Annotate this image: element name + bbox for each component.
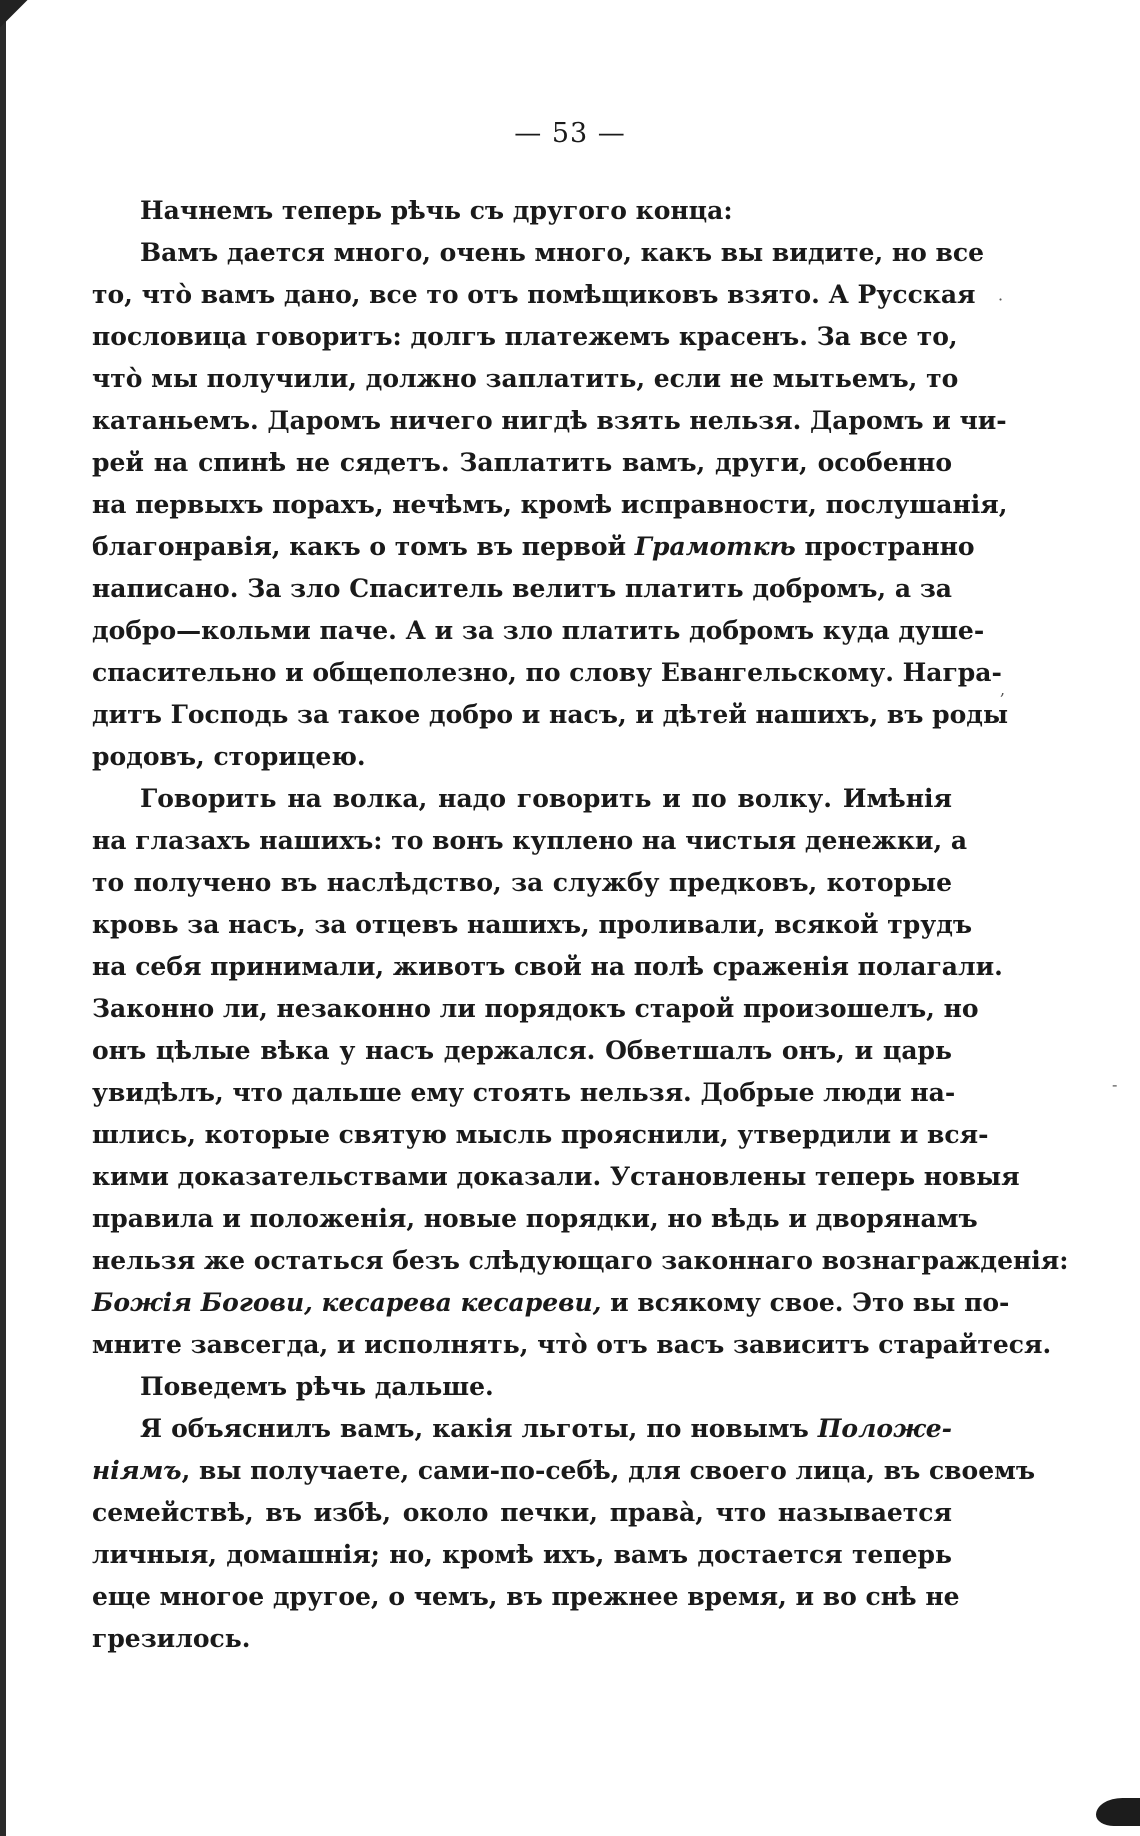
italic-text: Божія Богови, кесарева кесареви, (92, 1288, 602, 1317)
text-line: катаньемъ. Даромъ ничего нигдѣ взять нельзя. Даромъ и чи- (92, 406, 1007, 435)
text-line: пословица говоритъ: долгъ платежемъ красенъ. За все то, (92, 322, 958, 351)
text-line: увидѣлъ, что дальше ему стоять нельзя. Добрые люди на- (92, 1078, 956, 1107)
text-line (92, 1450, 1036, 1492)
text-segment: Я объяснилъ вамъ, какія льготы, по новымъ (140, 1414, 818, 1443)
text-line: на себя принимали, животъ свой на полѣ сраженія полагали. (92, 952, 1003, 981)
text-line: то, что̀ вамъ дано, все то отъ помѣщиковъ взято. А Русская (92, 280, 976, 309)
italic-text: ніямъ (92, 1456, 182, 1485)
text-line: на глазахъ нашихъ: то вонъ куплено на чистыя денежки, а (92, 826, 968, 855)
italic-text: Грамоткѣ (634, 532, 796, 561)
text-line: спасительно и общеполезно, по слову Евангельскому. Награ- (92, 658, 1002, 687)
text-line: мните завсегда, и исполнять, что̀ отъ васъ зависитъ старайтеся. (92, 1330, 1052, 1359)
body-text (92, 190, 1069, 1660)
text-line: Законно ли, незаконно ли порядокъ старой произошелъ, но (92, 994, 979, 1023)
text-line: кими доказательствами доказали. Установлены теперь новыя (92, 1162, 1020, 1191)
page-number: — 53 — (514, 118, 626, 149)
scan-corner-mark (0, 0, 28, 40)
text-line: онъ цѣлые вѣка у насъ держался. Обветшалъ онъ, и царь (92, 1036, 952, 1065)
italic-text: Положе- (817, 1414, 952, 1443)
text-line: на первыхъ порахъ, нечѣмъ, кромѣ исправности, послушанія, (92, 490, 1008, 519)
text-line: Начнемъ теперь рѣчь съ другого конца: (140, 196, 733, 225)
text-line: семействѣ, въ избѣ, около печки, права̀, что называется (92, 1498, 952, 1527)
scan-edge-left (0, 0, 6, 1836)
text-segment: и всякому свое. Это вы по- (601, 1288, 1010, 1317)
text-line: что̀ мы получили, должно заплатить, если не мытьемъ, то (92, 364, 959, 393)
scan-speck: · (998, 290, 1004, 309)
text-line: то получено въ наслѣдство, за службу предковъ, которые (92, 868, 952, 897)
scan-speck: - (1112, 1075, 1118, 1094)
scan-blot (1096, 1798, 1140, 1826)
scan-speck: , (1000, 680, 1006, 699)
text-line: шлись, которые святую мысль прояснили, утвердили и вся- (92, 1120, 989, 1149)
text-line: личныя, домашнія; но, кромѣ ихъ, вамъ достается теперь (92, 1540, 952, 1569)
text-line: Поведемъ рѣчь дальше. (140, 1372, 494, 1401)
text-segment: пространно (795, 532, 975, 561)
text-line: нельзя же остаться безъ слѣдующаго законнаго вознагражденія: (92, 1246, 1069, 1275)
text-segment: благонравія, какъ о томъ въ первой (92, 532, 635, 561)
text-line: дитъ Господь за такое добро и насъ, и дѣтей нашихъ, въ роды (92, 700, 1009, 729)
text-line: правила и положенія, новые порядки, но вѣдь и дворянамъ (92, 1204, 978, 1233)
text-line: добро—кольми паче. А и за зло платить добромъ куда душе- (92, 616, 985, 645)
text-line: Вамъ дается много, очень много, какъ вы видите, но все (140, 238, 985, 267)
text-line (92, 1408, 952, 1450)
text-line: грезилось. (92, 1624, 251, 1653)
text-line: кровь за насъ, за отцевъ нашихъ, проливали, всякой трудъ (92, 910, 973, 939)
text-line (92, 526, 975, 568)
text-line: рей на спинѣ не сядетъ. Заплатить вамъ, други, особенно (92, 448, 952, 477)
text-line (92, 1282, 1010, 1324)
text-line: родовъ, сторицею. (92, 742, 366, 771)
text-line: еще многое другое, о чемъ, въ прежнее время, и во снѣ не (92, 1582, 960, 1611)
text-line: Говорить на волка, надо говорить и по волку. Имѣнія (140, 784, 952, 813)
text-line: написано. За зло Спаситель велитъ платить добромъ, а за (92, 574, 952, 603)
text-segment: , вы получаете, сами-по-себѣ, для своего лица, въ своемъ (181, 1456, 1036, 1485)
